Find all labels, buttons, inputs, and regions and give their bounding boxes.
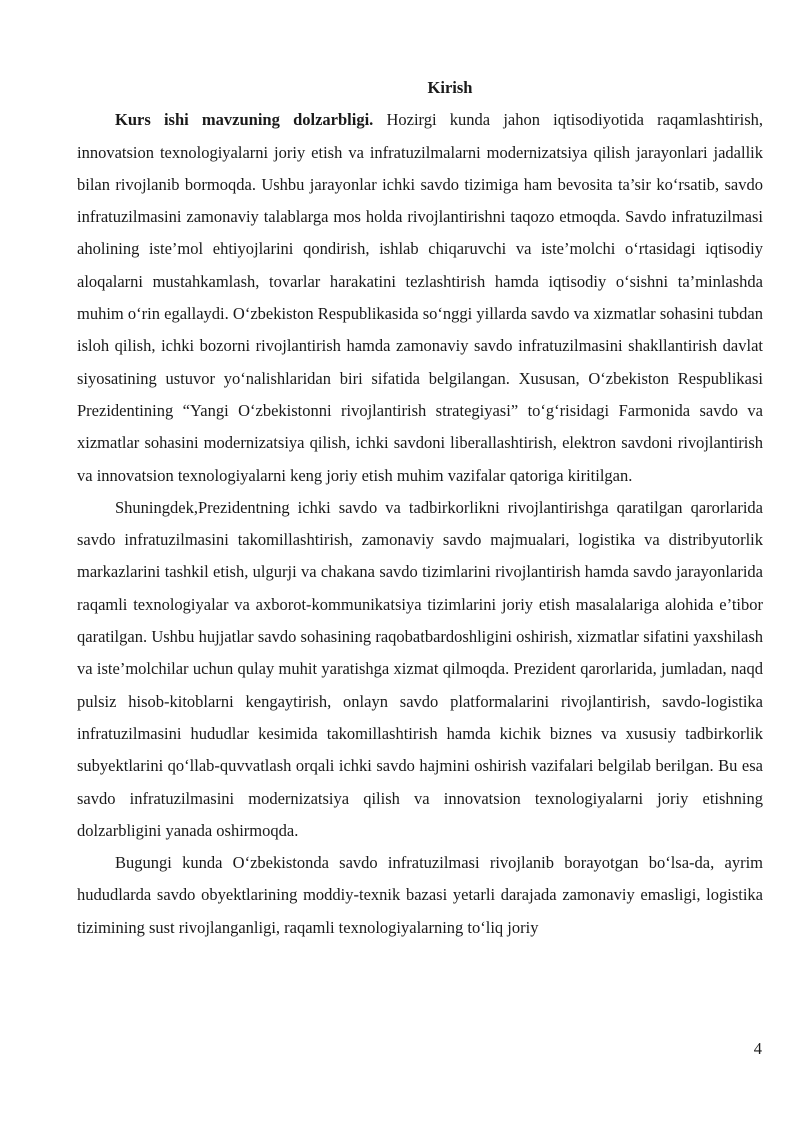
paragraph-2 bbox=[77, 492, 763, 847]
page-number: 4 bbox=[753, 1039, 762, 1058]
paragraph-3 bbox=[77, 847, 763, 944]
paragraph-lead: Kurs ishi mavzuning dolzarbligi. bbox=[115, 110, 374, 130]
paragraph-text: Shuningdek,Prezidentning ichki savdo va tadbirkorlikni rivojlantirishga qaratilgan qarorlarida savdo infratuzilmasini takomillashtirish, zamonaviy savdo majmualari, logistika va distribyutorlik markazlarini tashkil etish, ulgurji va chakana savdo tizimlarini rivojlantirish hamda savdo jarayonlarida raqamli texnologiyalar va axborot-kommunikatsiya tizimlarini joriy etish masalalariga alohida e’tibor qaratilgan. Ushbu hujjatlar savdo sohasining raqobatbardoshligini oshirish, xizmatlar sifatini yaxshilash va iste’molchilar uchun qulay muhit yaratishga xizmat qilmoqda. Prezident qarorlarida, jumladan, naqd pulsiz hisob-kitoblarni kengaytirish, onlayn savdo platformalarini rivojlantirish, savdo-logistika infratuzilmasini hududlar kesimida takomillashtirish hamda kichik biznes va xususiy tadbirkorlik subyektlarini qo‘llab-quvvatlash orqali ichki savdo hajmini oshirish vazifalari belgilab berilgan. Bu esa savdo infratuzilmasini modernizatsiya qilish va innovatsion texnologiyalarni joriy etishning dolzarbligini yanada oshirmoqda. bbox=[77, 497, 763, 840]
paragraph-text: Hozirgi kunda jahon iqtisodiyotida raqamlashtirish, innovatsion texnologiyalarni joriy etish va infratuzilmalarni modernizatsiya qilish jarayonlari jadallik bilan rivojlanib bormoqda. Ushbu jarayonlar ichki savdo tizimiga ham bevosita ta’sir ko‘rsatib, savdo infratuzilmasini zamonaviy talablarga mos holda rivojlantirishni taqozo etmoqda. Savdo infratuzilmasi aholining iste’mol ehtiyojlarini qondirish, ishlab chiqaruvchi va iste’molchi o‘rtasidagi iqtisodiy aloqalarni mustahkamlash, tovarlar harakatini tezlashtirish hamda iqtisodiy o‘sishni ta’minlashda muhim o‘rin egallaydi. O‘zbekiston Respublikasida so‘nggi yillarda savdo va xizmatlar sohasini tubdan isloh qilish, ichki bozorni rivojlantirish hamda zamonaviy savdo infratuzilmasini shakllantirish davlat siyosatining ustuvor yo‘nalishlaridan biri sifatida belgilangan. Xususan, O‘zbekiston Respublikasi Prezidentining “Yangi O‘zbekistonni rivojlantirish strategiyasi” to‘g‘risidagi Farmonida savdo va xizmatlar sohasini modernizatsiya qilish, ichki savdoni liberallashtirish, elektron savdoni rivojlantirish va innovatsion texnologiyalarni keng joriy etish muhim vazifalar qatoriga kiritilgan. bbox=[77, 110, 763, 485]
page-body bbox=[77, 72, 763, 944]
paragraph-text: Bugungi kunda O‘zbekistonda savdo infratuzilmasi rivojlanib borayotgan bo‘lsa-da, ayrim hududlarda savdo obyektlarining moddiy-texnik bazasi yetarli darajada zamonaviy emasligi, logistika tizimining sust rivojlanganligi, raqamli texnologiyalarning to‘liq joriy bbox=[77, 853, 763, 937]
page-title: Kirish bbox=[427, 78, 473, 97]
paragraph-1 bbox=[77, 104, 763, 492]
